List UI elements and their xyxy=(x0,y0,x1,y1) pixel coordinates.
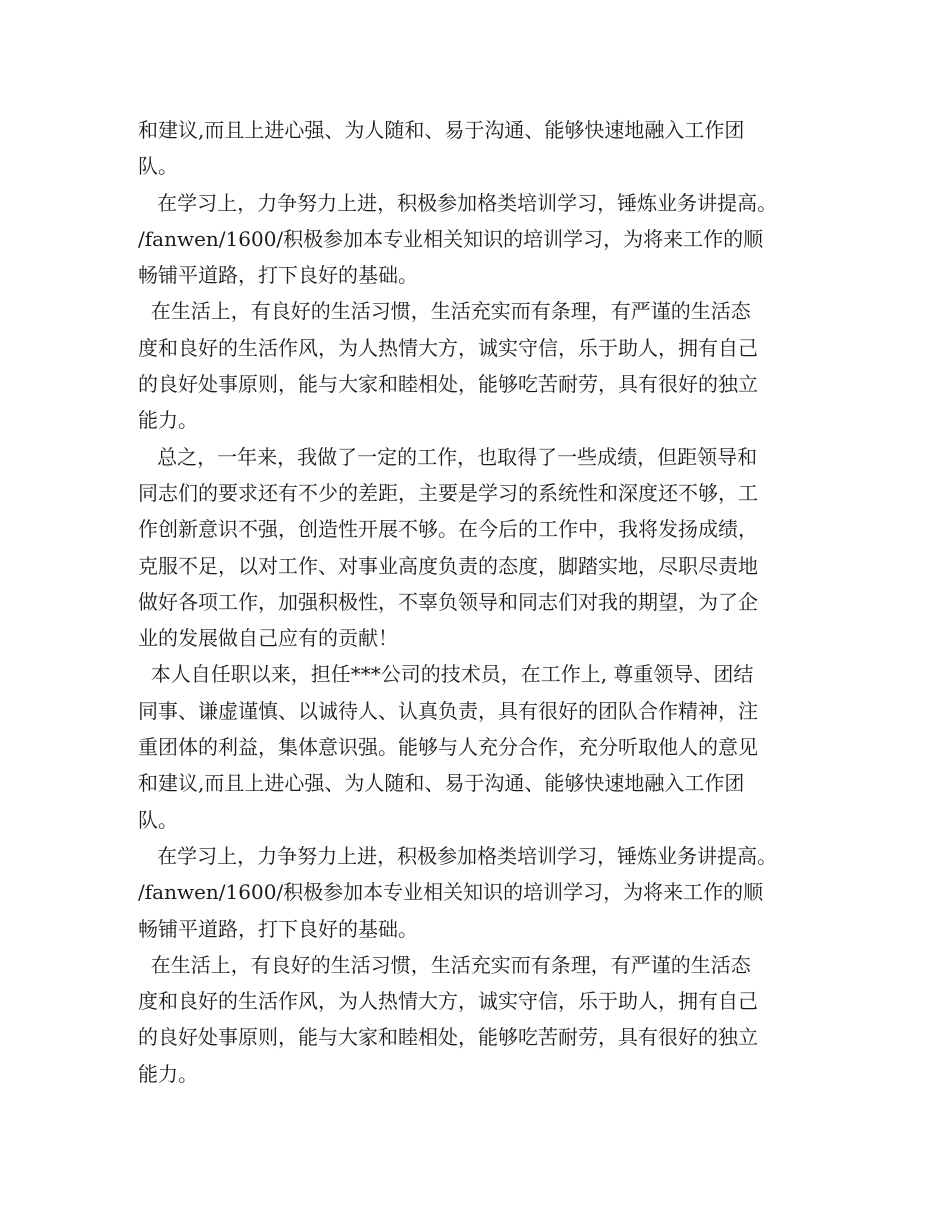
text-line: 克服不足，以对工作、对事业高度负责的态度，脚踏实地，尽职尽责地 xyxy=(138,553,758,578)
text-line: 队。 xyxy=(138,807,178,832)
text-line: 做好各项工作，加强积极性，不辜负领导和同志们对我的期望，为了企 xyxy=(138,589,758,614)
text-line: 的良好处事原则，能与大家和睦相处，能够吃苦耐劳，具有很好的独立 xyxy=(138,372,758,397)
text-line: 同事、谦虚谨慎、以诚待人、认真负责，具有很好的团队合作精神，注 xyxy=(138,698,758,723)
text-line: 在学习上，力争努力上进，积极参加格类培训学习，锤炼业务讲提高。 xyxy=(138,843,778,868)
text-line: 本人自任职以来，担任***公司的技术员，在工作上, 尊重领导、团结 xyxy=(138,662,754,687)
text-line: 能力。 xyxy=(138,1061,198,1086)
text-line: 度和良好的生活作风，为人热情大方，诚实守信，乐于助人，拥有自己 xyxy=(138,335,758,360)
text-line: 能力。 xyxy=(138,408,198,433)
text-line: 度和良好的生活作风，为人热情大方，诚实守信，乐于助人，拥有自己 xyxy=(138,989,758,1014)
document-body xyxy=(138,112,838,1092)
text-line: 畅铺平道路，打下良好的基础。 xyxy=(138,263,418,288)
text-line: 的良好处事原则，能与大家和睦相处，能够吃苦耐劳，具有很好的独立 xyxy=(138,1025,758,1050)
text-line: /fanwen/1600/积极参加本专业相关知识的培训学习，为将来工作的顺 xyxy=(138,880,764,905)
text-line: 在生活上，有良好的生活习惯，生活充实而有条理，有严谨的生活态 xyxy=(138,299,751,324)
text-line: 同志们的要求还有不少的差距，主要是学习的系统性和深度还不够，工 xyxy=(138,480,758,505)
text-line: 和建议,而且上进心强、为人随和、易于沟通、能够快速地融入工作团 xyxy=(138,118,745,142)
text-line: 在生活上，有良好的生活习惯，生活充实而有条理，有严谨的生活态 xyxy=(138,952,751,977)
text-line: /fanwen/1600/积极参加本专业相关知识的培训学习，为将来工作的顺 xyxy=(138,226,764,251)
text-line: 总之，一年来，我做了一定的工作，也取得了一些成绩，但距领导和 xyxy=(138,444,758,469)
text-line: 畅铺平道路，打下良好的基础。 xyxy=(138,916,418,941)
text-line: 业的发展做自己应有的贡献！ xyxy=(138,626,398,651)
text-line: 重团体的利益，集体意识强。能够与人充分合作，充分听取他人的意见 xyxy=(138,735,758,760)
text-line: 队。 xyxy=(138,154,178,179)
text-line: 作创新意识不强，创造性开展不够。在今后的工作中，我将发扬成绩， xyxy=(138,517,758,542)
text-line: 在学习上，力争努力上进，积极参加格类培训学习，锤炼业务讲提高。 xyxy=(138,190,778,215)
text-line: 和建议,而且上进心强、为人随和、易于沟通、能够快速地融入工作团 xyxy=(138,771,745,796)
